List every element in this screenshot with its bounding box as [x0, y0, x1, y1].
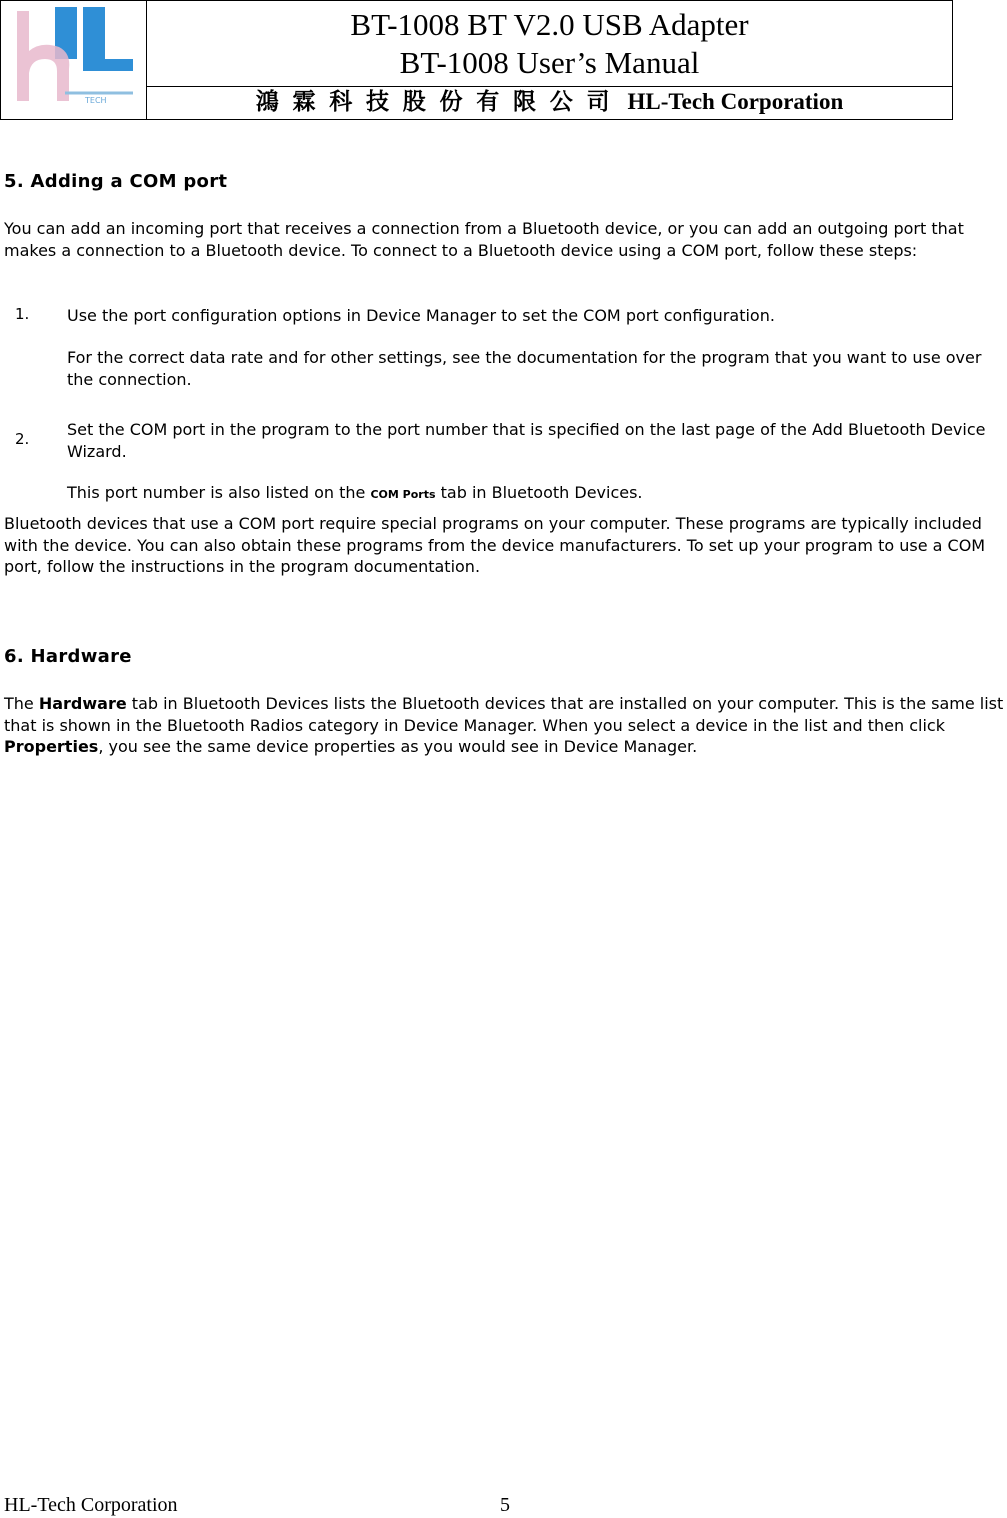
section-5-intro: You can add an incoming port that receives a connection from a Bluetooth device, or you can add an outgoing port that makes a connection to a Bluetooth device. To connect to a Bluetooth device using a COM port, follow these steps:: [4, 219, 964, 260]
step-2-note-post: tab in Bluetooth Devices.: [435, 483, 643, 502]
section-6-text-pre: The: [4, 694, 39, 713]
section-6-heading: 6. Hardware: [4, 646, 132, 667]
hl-tech-logo-icon: [1, 1, 145, 117]
properties-button-name: Properties: [4, 737, 99, 756]
title-line-1: BT-1008 BT V2.0 USB Adapter: [350, 7, 749, 42]
step-2-note-pre: This port number is also listed on the: [67, 483, 371, 502]
company-name-row: [147, 87, 952, 119]
svg-text:TECH: TECH: [85, 96, 107, 105]
company-name-chinese: 鴻 霖 科 技 股 份 有 限 公 司: [255, 89, 614, 114]
step-2-number: 2.: [15, 430, 30, 448]
step-1-text: Use the port configuration options in Device Manager to set the COM port configuration.: [67, 306, 775, 325]
section-6-paragraph: [4, 693, 1007, 758]
step-2-text: Set the COM port in the program to the port number that is specified on the last page of the Add Bluetooth Device Wizard.: [67, 420, 986, 461]
section-6-text-mid: tab in Bluetooth Devices lists the Bluetooth devices that are installed on your computer. This is the same list that is shown in the Bluetooth Radios category in Device Manager. When you select a device in the list and then click: [4, 694, 1004, 735]
logo-cell: [1, 1, 147, 119]
step-1-number: 1.: [15, 305, 30, 323]
company-name-english: HL-Tech Corporation: [627, 89, 844, 114]
section-5-closing: Bluetooth devices that use a COM port require special programs on your computer. These programs are typically included with the device. You can also obtain these programs from the device manufacturers. To set up your program to use a COM port, follow the instructions in the program documentation.: [4, 514, 986, 576]
footer-page-number: 5: [500, 1494, 510, 1516]
step-2-note: [67, 482, 1007, 506]
step-1-note: For the correct data rate and for other settings, see the documentation for the program that you want to use over the connection.: [67, 348, 982, 389]
hardware-tab-name: Hardware: [38, 694, 127, 713]
title-line-2: BT-1008 User’s Manual: [399, 45, 700, 80]
section-6-text-post: , you see the same device properties as you would see in Device Manager.: [98, 737, 698, 756]
manual-title: [147, 1, 952, 87]
header-table: [0, 0, 953, 120]
footer-company: HL-Tech Corporation: [4, 1494, 178, 1516]
section-5-heading: 5. Adding a COM port: [4, 171, 228, 192]
com-ports-tab-name: COM Ports: [370, 488, 436, 501]
